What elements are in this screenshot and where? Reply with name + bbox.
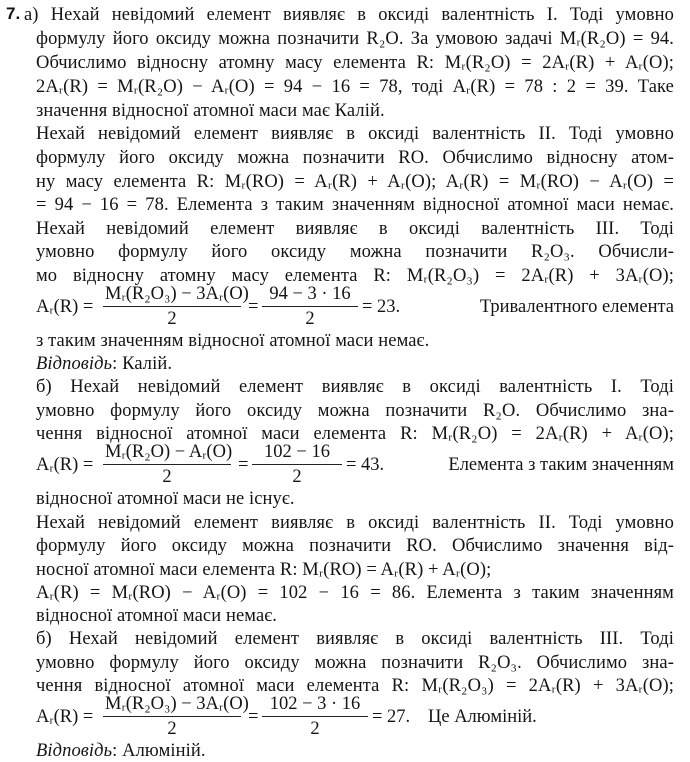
text-line: Нехай невідомий елемент виявляє в оксиді валентність II. Тоді умовно [36,513,674,533]
text-line: відносної атомної маси не існує. [36,489,295,509]
answer-b2 [36,740,674,762]
text-line: формулу його оксиду можна позначити RO. Обчислимо відносну атом- [36,148,674,168]
fraction [103,284,249,330]
text-line: ну масу елемента R: Mᵣ(RO) = Aᵣ(R) + Aᵣ(O); Aᵣ(R) = Mᵣ(RO) − Aᵣ(O) = [36,172,674,192]
formula-result: = 27. [372,707,411,727]
text-line: Обчислимо відносну атомну масу елемента R: Mᵣ(R₂O) = 2Aᵣ(R) + Aᵣ(O); [36,53,674,73]
text-line: Нехай невідомий елемент виявляє в оксиді валентність III. Тоді [36,219,674,239]
formula-result: = 23. [362,297,401,317]
formula-a [36,284,676,334]
text-line: формулу його оксиду можна позначити R₂O. За умовою задачі Mᵣ(R₂O) = 94. [36,29,674,49]
fraction-denominator: 2 [305,309,315,329]
equals-sign: = [248,707,259,727]
fraction [262,284,358,330]
answer-label: Відповідь [36,354,113,374]
fraction-denominator: 2 [310,719,320,739]
formula-b1 [36,442,676,492]
formula-tail: Тривалентного елемента [479,297,674,317]
formula-lhs: Aᵣ(R) = [36,707,94,727]
fraction [103,442,231,488]
fraction [252,442,342,488]
text-line: відносної атомної маси немає. [36,606,278,626]
problem-number: 7. [6,4,21,23]
formula-result: = 43. [346,455,385,475]
text-line: мо відносну атомну масу елемента R: Mᵣ(R₂O₃) = 2Aᵣ(R) + 3Aᵣ(O); [36,266,674,286]
fraction-numerator: Mᵣ(R₂O) − Aᵣ(O) [103,442,231,465]
fraction-numerator: Mᵣ(R₂O₃) − 3Aᵣ(O) [103,284,241,307]
fraction-denominator: 2 [162,467,172,487]
fraction [103,694,249,740]
text-line: чення відносної атомної маси елемента R: Mᵣ(R₂O) = 2Aᵣ(R) + Aᵣ(O); [36,424,674,444]
fraction-numerator: 94 − 3 · 16 [262,284,358,307]
text-line: умовно формулу його оксиду можна позначити R₂O₃. Обчисли- [36,242,674,262]
text-line: = 94 − 16 = 78. Елемента з таким значенням відносної атомної маси немає. [36,195,674,215]
text-line: з таким значенням відносної атомної маси немає. [36,331,430,351]
text-line: Нехай невідомий елемент виявляє в оксиді валентність II. Тоді умовно [36,124,674,144]
fraction-numerator: 102 − 3 · 16 [262,694,368,717]
fraction-denominator: 2 [292,467,302,487]
fraction-numerator: 102 − 16 [252,442,342,465]
equals-sign: = [248,297,259,317]
text-line: значення відносної атомної маси має Калій. [36,101,385,121]
formula-b2 [36,694,676,744]
fraction-numerator: Mᵣ(R₂O₃) − 3Aᵣ(O) [103,694,241,717]
text-line: носної атомної маси елемента R: Mᵣ(RO) = Aᵣ(R) + Aᵣ(O); [36,560,492,580]
fraction-denominator: 2 [167,719,177,739]
answer-a [36,353,674,375]
text-line: а) Нехай невідомий елемент виявляє в оксиді валентність I. Тоді умовно [24,5,674,25]
text-line: умовно формулу його оксиду можна позначити R₂O₃. Обчислимо зна- [36,653,674,673]
formula-lhs: Aᵣ(R) = [36,297,94,317]
answer-label: Відповідь [36,741,113,761]
text-line: чення відносної атомної маси елемента R: Mᵣ(R₂O₃) = 2Aᵣ(R) + 3Aᵣ(O); [36,676,674,696]
formula-lhs: Aᵣ(R) = [36,455,94,475]
text-line: формулу його оксиду можна позначити RO. Обчислимо значення від- [36,536,674,556]
formula-tail: Елемента з таким значенням [448,455,674,475]
answer-value: : Алюміній. [112,741,206,761]
text-line: умовно формулу його оксиду можна позначити R₂O. Обчислимо зна- [36,401,674,421]
text-line: Aᵣ(R) = Mᵣ(RO) − Aᵣ(O) = 102 − 16 = 86. Елемента з таким значенням [36,583,674,603]
fraction-denominator: 2 [167,309,177,329]
text-line: б) Нехай невідомий елемент виявляє в оксиді валентність III. Тоді [36,629,674,649]
answer-value: : Калій. [112,354,173,374]
fraction [262,694,368,740]
equals-sign: = [238,455,249,475]
text-line: б) Нехай невідомий елемент виявляє в оксиді валентність I. Тоді [36,377,674,397]
formula-tail: Це Алюміній. [428,707,537,727]
text-line: 2Aᵣ(R) = Mᵣ(R₂O) − Aᵣ(O) = 94 − 16 = 78, тоді Aᵣ(R) = 78 : 2 = 39. Таке [36,77,674,97]
